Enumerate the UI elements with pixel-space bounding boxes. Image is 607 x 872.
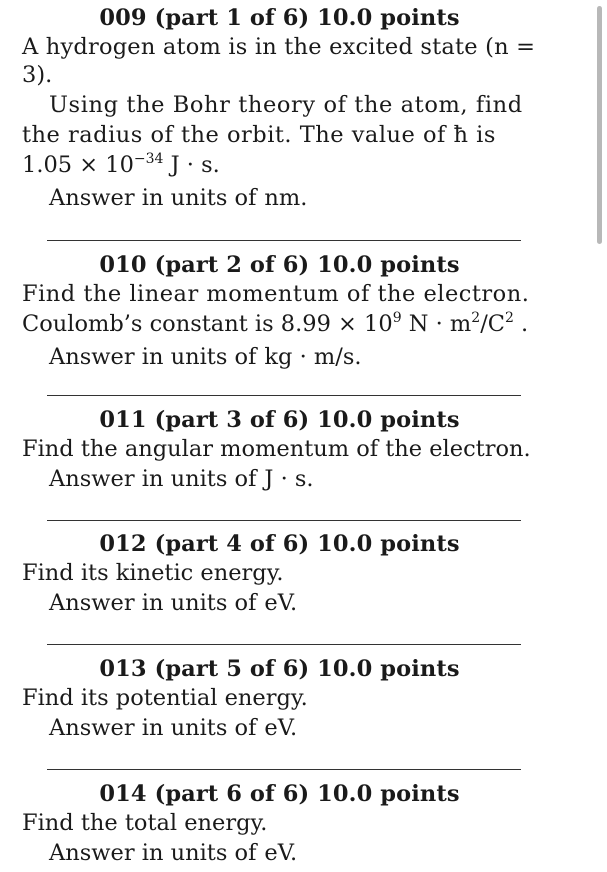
problem-text-line: 3). xyxy=(22,62,53,88)
problem-text-line: Find the total energy. xyxy=(22,810,268,836)
exponent: 9 xyxy=(392,310,402,326)
section-divider xyxy=(47,520,521,521)
answer-units-line xyxy=(22,838,537,868)
problem-heading: 009 (part 1 of 6) 10.0 points xyxy=(99,5,460,31)
problem-012 xyxy=(22,530,537,618)
answer-units-line xyxy=(22,183,537,213)
constant-unit: . xyxy=(513,311,529,337)
problem-heading: 013 (part 5 of 6) 10.0 points xyxy=(99,656,460,682)
section-divider xyxy=(47,240,521,241)
constant-unit: /C xyxy=(480,311,505,337)
problem-010 xyxy=(22,251,537,372)
section-divider xyxy=(47,644,521,645)
constant-unit: J · s. xyxy=(163,152,220,178)
problem-text-line: A hydrogen atom is in the excited state (n = xyxy=(22,34,536,60)
answer-prefix: Answer in units of xyxy=(49,715,257,741)
exponent: −34 xyxy=(133,151,164,167)
answer-prefix: Answer in units of xyxy=(49,840,257,866)
answer-units-line xyxy=(22,713,537,743)
answer-unit: J · s. xyxy=(264,466,314,492)
problem-text-line xyxy=(22,150,537,183)
section-divider xyxy=(47,769,521,770)
problem-heading: 010 (part 2 of 6) 10.0 points xyxy=(99,252,460,278)
answer-prefix: Answer in units of xyxy=(49,344,257,370)
section-divider xyxy=(47,395,521,396)
problem-text-line: Find its kinetic energy. xyxy=(22,560,284,586)
answer-unit: eV. xyxy=(264,590,298,616)
answer-units-line xyxy=(22,588,537,618)
problem-text-line: the radius of the orbit. The value of ħ is xyxy=(22,122,496,148)
problem-009 xyxy=(22,4,537,213)
vertical-scrollbar[interactable] xyxy=(597,6,602,244)
answer-unit: eV. xyxy=(264,840,298,866)
problem-014 xyxy=(22,780,537,868)
constant-unit: N · m xyxy=(401,311,472,337)
problem-heading: 014 (part 6 of 6) 10.0 points xyxy=(99,781,460,807)
answer-units-line xyxy=(22,342,537,372)
answer-prefix: Answer in units of xyxy=(49,185,257,211)
answer-unit: nm. xyxy=(264,185,308,211)
constant-value: Coulomb’s constant is 8.99 × 10 xyxy=(22,311,393,337)
problem-text-line: Find the linear momentum of the electron. xyxy=(22,281,530,307)
answer-units-line xyxy=(22,464,537,494)
problem-text-line: Using the Bohr theory of the atom, find xyxy=(49,92,523,118)
problem-heading: 012 (part 4 of 6) 10.0 points xyxy=(99,531,460,557)
problem-text-line xyxy=(22,309,537,342)
problem-heading: 011 (part 3 of 6) 10.0 points xyxy=(99,407,460,433)
problem-text-line: Find its potential energy. xyxy=(22,685,308,711)
exponent: 2 xyxy=(504,310,514,326)
answer-unit: kg · m/s. xyxy=(264,344,362,370)
problem-013 xyxy=(22,655,537,743)
answer-unit: eV. xyxy=(264,715,298,741)
exponent: 2 xyxy=(471,310,481,326)
problem-text-line: Find the angular momentum of the electron. xyxy=(22,436,531,462)
constant-value: 1.05 × 10 xyxy=(22,152,134,178)
answer-prefix: Answer in units of xyxy=(49,590,257,616)
answer-prefix: Answer in units of xyxy=(49,466,257,492)
problem-011 xyxy=(22,406,537,494)
